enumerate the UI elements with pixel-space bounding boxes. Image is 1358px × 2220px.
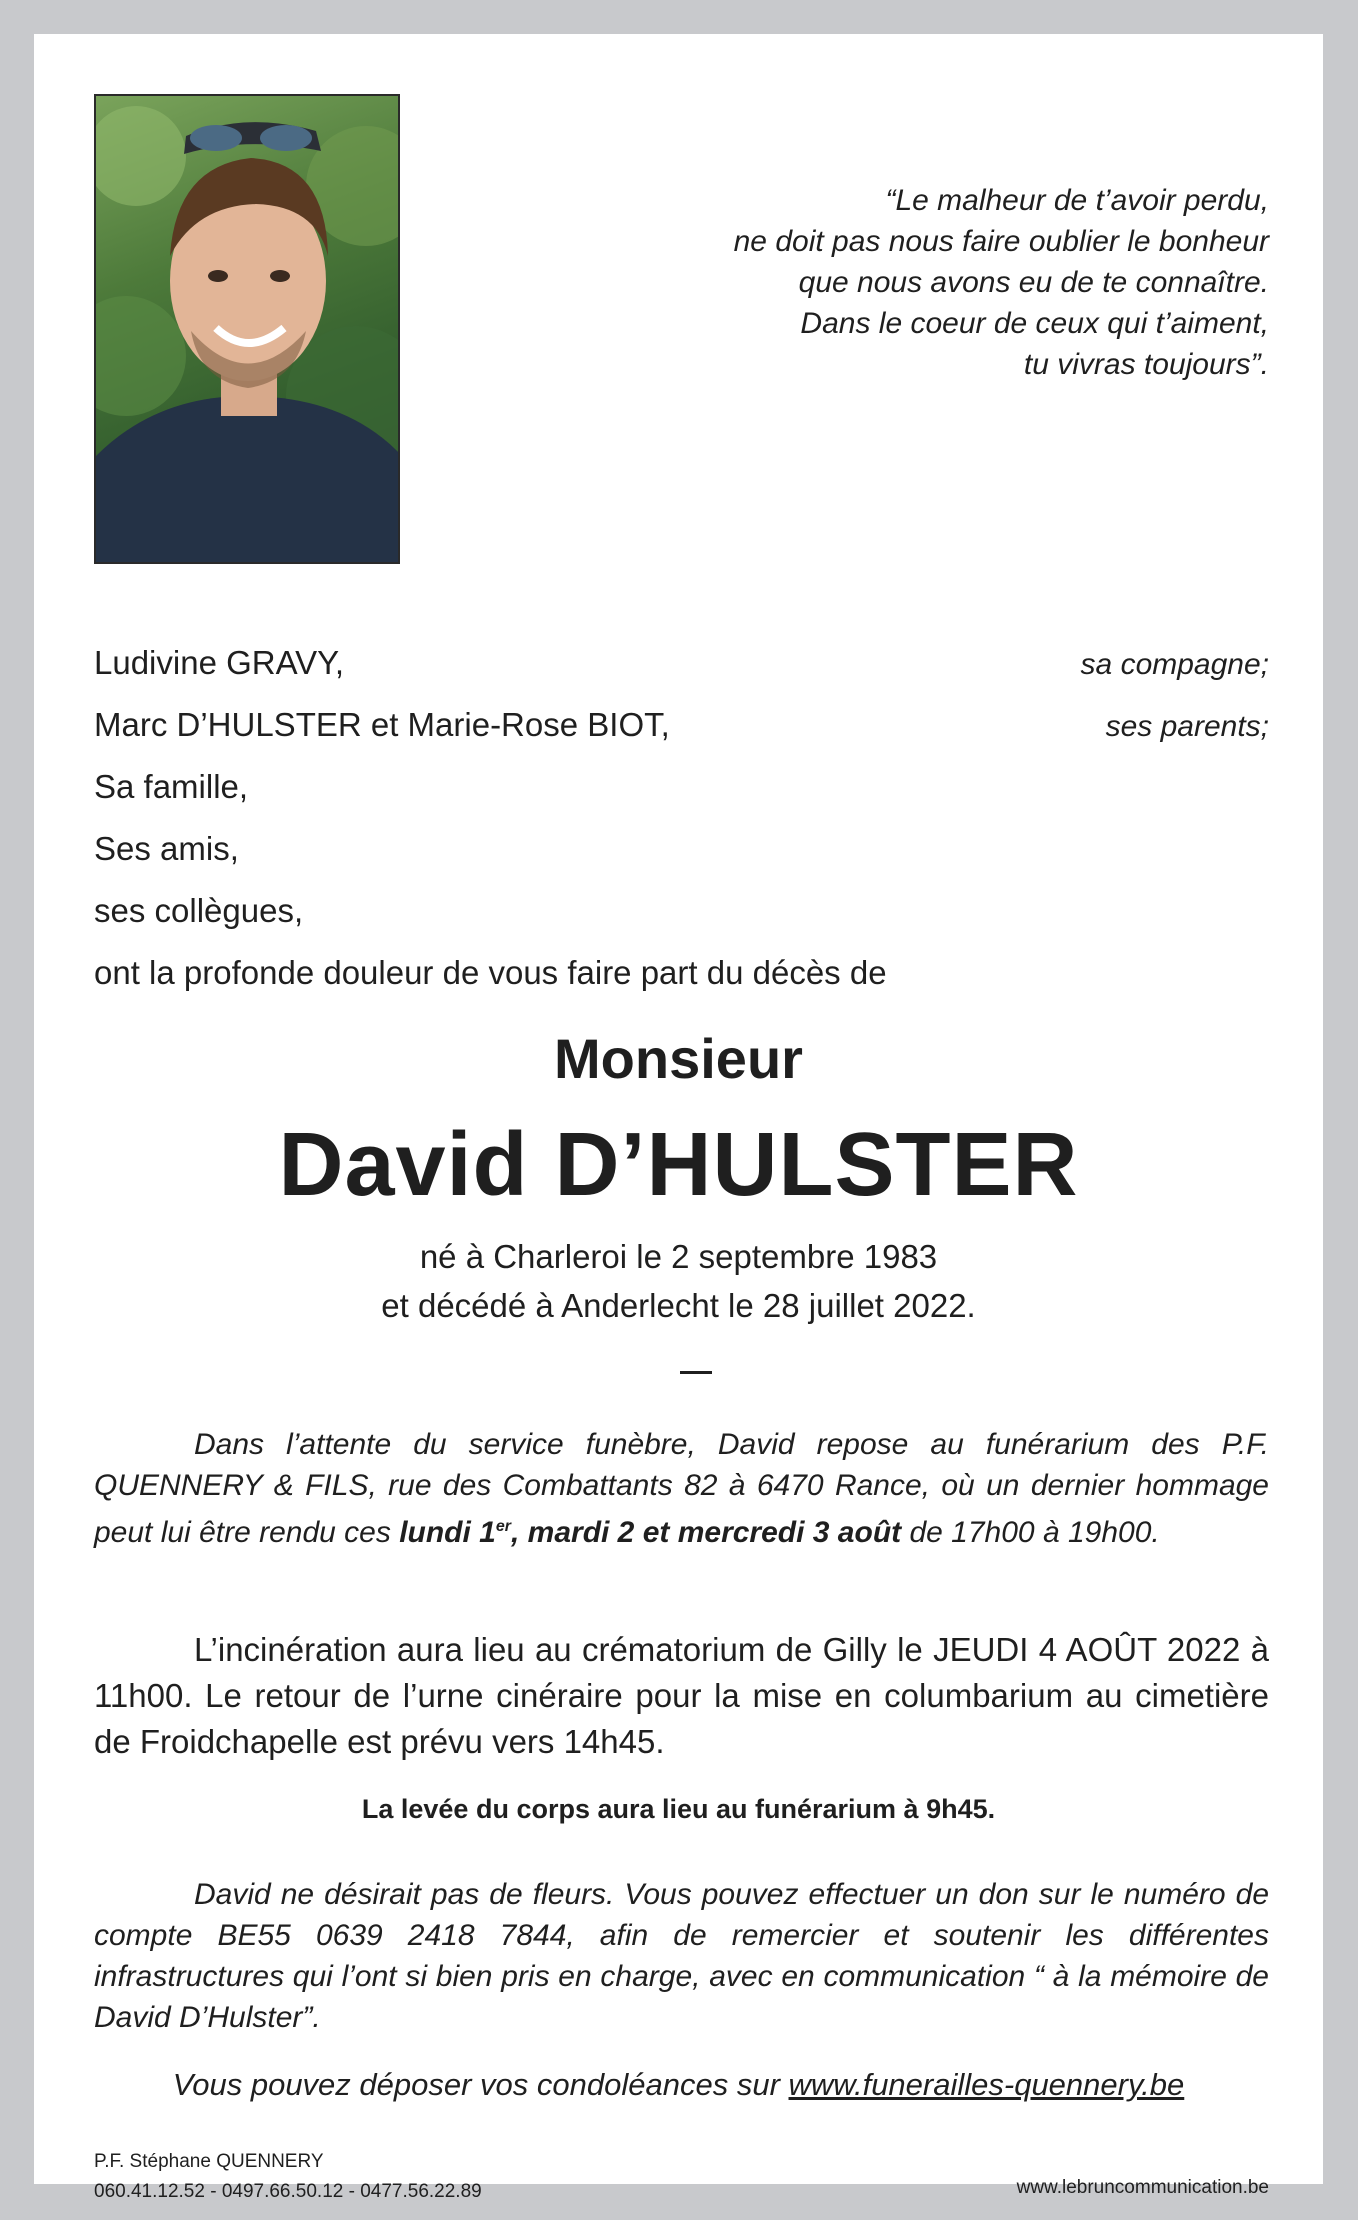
cremation-text: L’incinération aura lieu au crématorium de Gilly le JEUDI 4 AOÛT 2022 à 11h00. Le retour de l’urne cinéraire pour la mise en columbarium au cimetière de Froidchapelle est prévu vers 14h45. (94, 1631, 1269, 1760)
family-row (94, 830, 1269, 892)
family-row (94, 706, 1269, 768)
separator-dash (680, 1371, 712, 1374)
portrait-photo-illustration (96, 96, 400, 564)
birth-line: né à Charleroi le 2 septembre 1983 (419, 1238, 938, 1275)
family-role: sa compagne; (1080, 648, 1269, 681)
visitation-days: , mardi 2 et mercredi 3 août (510, 1516, 902, 1549)
quote-line: tu vivras toujours”. (1023, 348, 1269, 381)
portrait-photo (94, 94, 400, 564)
family-name: Marc D’HULSTER et Marie-Rose BIOT, (94, 706, 670, 743)
life-dates (34, 1232, 1323, 1330)
family-name: Ses amis, (94, 830, 239, 867)
family-name: ses collègues, (94, 892, 304, 929)
levee-notice: La levée du corps aura lieu au funérarium à 9h45. (361, 1794, 996, 1824)
quote-line: Dans le coeur de ceux qui t’aiment, (800, 307, 1269, 340)
deceased-title: Monsieur (554, 1027, 803, 1090)
announcement-line (94, 954, 1269, 1016)
funeral-home-info (94, 2147, 482, 2207)
visitation-days: lundi 1 (399, 1516, 496, 1549)
donation-paragraph (94, 1874, 1269, 2038)
funeral-home-name: P.F. Stéphane QUENNERY (94, 2151, 324, 2172)
visitation-text: Dans l’attente du service funèbre, David repose au funérarium des P.F. QUENNERY & FILS, rue des Combattants 82 à 6470 Rance, où un dernier hommage peut lui être rendu ces (94, 1428, 1269, 1549)
announcement-text: ont la profonde douleur de vous faire part du décès de (94, 954, 887, 991)
printer-website: www.lebruncommunication.be (1016, 2177, 1269, 2198)
cremation-paragraph (94, 1627, 1269, 1765)
quote-line: ne doit pas nous faire oublier le bonheur (733, 225, 1269, 258)
family-list (94, 644, 1269, 1016)
condolences-link[interactable]: www.funerailles-quennery.be (788, 2067, 1185, 2102)
family-role: ses parents; (1105, 710, 1269, 743)
family-row (94, 644, 1269, 706)
deceased-name: David D’HULSTER (278, 1115, 1079, 1215)
visitation-hours: de 17h00 à 19h00. (901, 1516, 1160, 1549)
donation-text: David ne désirait pas de fleurs. Vous pouvez effectuer un don sur le numéro de compte BE55 0639 2418 7844, afin de remercier et soutenir les différentes infrastructures qui l’ont si bien pris en charge, avec en communication “ à la mémoire de David D’Hulster”. (94, 1878, 1269, 2034)
family-name: Sa famille, (94, 768, 249, 805)
obituary-card (34, 34, 1323, 2202)
quote-line: que nous avons eu de te connaître. (798, 266, 1269, 299)
family-row (94, 892, 1269, 954)
family-name: Ludivine GRAVY, (94, 644, 345, 681)
visitation-paragraph (94, 1424, 1269, 1553)
condolences-line (34, 2067, 1323, 2103)
family-row (94, 768, 1269, 830)
memorial-quote (569, 180, 1269, 385)
quote-line: “Le malheur de t’avoir perdu, (885, 184, 1269, 217)
funeral-home-phones: 060.41.12.52 - 0497.66.50.12 - 0477.56.22.89 (94, 2181, 482, 2202)
condolences-text: Vous pouvez déposer vos condoléances sur (172, 2067, 789, 2102)
death-line: et décédé à Anderlecht le 28 juillet 2022. (381, 1287, 976, 1324)
visitation-days-sup: er (495, 1518, 511, 1535)
